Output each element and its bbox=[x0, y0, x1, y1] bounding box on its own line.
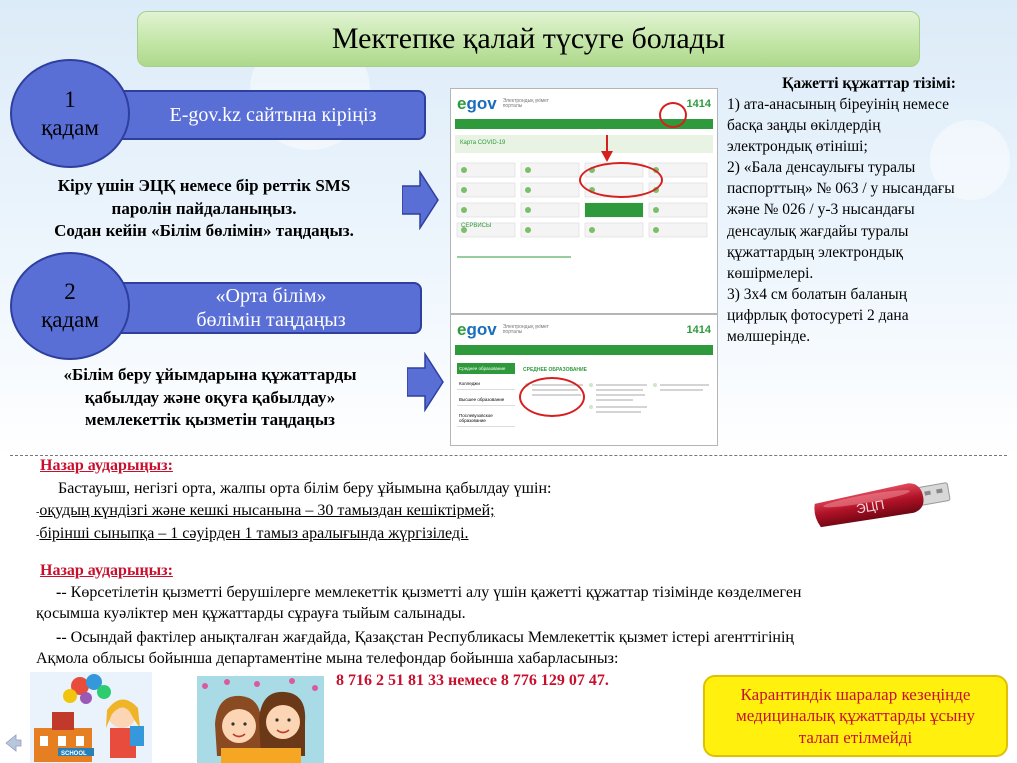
school-sign: SCHOOL bbox=[61, 751, 87, 757]
documents-line: 2) «Бала денсаулығы туралы bbox=[727, 159, 916, 177]
documents-line: 1) ата-анасының біреуінің немесе bbox=[727, 96, 949, 114]
highlight-circle bbox=[579, 162, 663, 198]
page-title bbox=[137, 11, 920, 67]
attention2-line: қосымша куәліктер мен құжаттарды сұрауға тыйым салынады. bbox=[36, 605, 466, 623]
schoolgirl-illustration bbox=[30, 672, 152, 763]
step2-instructions bbox=[10, 364, 410, 432]
arrow-right-icon bbox=[402, 170, 440, 230]
page-title-text: Мектепке қалай түсуге болады bbox=[331, 22, 726, 55]
attention1-intro: Бастауыш, негізгі орта, жалпы орта білім беру ұйымына қабылдау үшін: bbox=[58, 480, 552, 497]
attention1-bullet: -бірінші сыныпқа – 1 сәуірден 1 тамыз аралығында жүргізіледі. bbox=[36, 525, 469, 542]
documents-line: паспорттың» № 063 / у нысандағы bbox=[727, 180, 955, 198]
step1-label: E-gov.kz сайтына кіріңіз bbox=[169, 104, 377, 126]
highlight-circle bbox=[659, 102, 687, 128]
egov-education-screenshot bbox=[450, 314, 718, 446]
section-divider bbox=[10, 455, 1007, 456]
step1-circle bbox=[10, 59, 130, 168]
usb-label: ЭЦП bbox=[855, 496, 886, 517]
menu-item: Высшее образование bbox=[457, 394, 515, 406]
documents-line: құжаттардың электрондық bbox=[727, 243, 904, 261]
egov-phone: 1414 bbox=[686, 324, 711, 336]
step1-instructions bbox=[10, 175, 398, 243]
step2-instruction-line: «Білім беру ұйымдарына құжаттарды bbox=[63, 365, 357, 384]
step2-number: 2 bbox=[64, 279, 76, 305]
egov-logo: egov bbox=[457, 320, 497, 339]
menu-item: Колледжи bbox=[457, 378, 515, 390]
attention-heading-1: Назар аударыңыз: bbox=[40, 457, 173, 474]
step2-label-line1: «Орта білім» bbox=[215, 285, 327, 307]
menu-item: Среднее образование bbox=[457, 363, 515, 374]
step2-circle bbox=[10, 252, 130, 360]
step2-instruction-line: қабылдау және оқуға қабылдау» bbox=[84, 387, 336, 407]
documents-line: және № 026 / у-3 нысандағы bbox=[727, 201, 915, 219]
egov-header bbox=[451, 315, 717, 345]
egov-logo: egov bbox=[457, 94, 497, 113]
contact-phones: 8 716 2 51 81 33 немесе 8 776 129 07 47. bbox=[336, 672, 609, 689]
menu-item: Послевузовское образование bbox=[457, 410, 515, 427]
egov-side-menu bbox=[457, 363, 515, 427]
step1-instruction-line: Кіру үшін ЭЦҚ немесе бір реттік SMS bbox=[57, 176, 351, 195]
attention2-para1 bbox=[36, 582, 1011, 624]
step1-instruction-line: паролін пайдаланыңыз. bbox=[111, 198, 297, 218]
back-arrow-icon[interactable] bbox=[4, 733, 22, 753]
egov-banner: Карта COVID-19 bbox=[455, 135, 713, 153]
quarantine-notice-text: Карантиндік шаралар кезеңінде медициналық құжаттарды ұсыну талап етілмейді bbox=[735, 685, 976, 747]
usb-token-image bbox=[808, 470, 958, 540]
attention1-bullet-text: бірінші сыныпқа – 1 сәуірден 1 тамыз аралығында жүргізіледі. bbox=[39, 525, 469, 542]
documents-line: цифрлық фотосуреті 2 дана bbox=[727, 306, 909, 324]
documents-line: электрондық өтініші; bbox=[727, 138, 868, 156]
documents-line: мөлшерінде. bbox=[727, 327, 811, 345]
required-documents bbox=[727, 73, 1011, 347]
egov-tagline: Электрондық үкімет порталы bbox=[502, 97, 549, 109]
attention2-line: -- Осындай фактілер анықталған жағдайда, Қазақстан Республикасы Мемлекеттік қызмет істері агенттігінің bbox=[56, 629, 794, 646]
quarantine-notice bbox=[703, 675, 1008, 757]
documents-title: Қажетті құжаттар тізімі: bbox=[782, 75, 956, 92]
attention2-line: Ақмола облысы бойынша департаментіне мына телефондар бойынша хабарласыныз: bbox=[36, 650, 619, 668]
egov-phone: 1414 bbox=[686, 98, 711, 110]
documents-line: денсаулық жағдайы туралы bbox=[727, 222, 909, 240]
egov-section-heading: СРЕДНЕЕ ОБРАЗОВАНИЕ bbox=[523, 367, 587, 373]
step2-instruction-line: мемлекеттік қызметін таңдаңыз bbox=[85, 410, 335, 430]
egov-services-label: СЕРВИСЫ bbox=[461, 223, 492, 229]
step2-label-line2: бөлімін таңдаңыз bbox=[196, 309, 346, 331]
egov-tagline: Электрондық үкімет порталы bbox=[502, 323, 549, 335]
arrow-right-icon bbox=[407, 352, 445, 412]
egov-homepage-screenshot bbox=[450, 88, 718, 314]
red-arrow-icon bbox=[599, 135, 615, 163]
step1-instruction-line: Содан кейін «Білім бөлімін» таңдаңыз. bbox=[54, 221, 354, 241]
documents-line: 3) 3х4 см болатын баланың bbox=[727, 285, 907, 303]
documents-line: басқа заңды өкілдердің bbox=[727, 117, 881, 135]
attention1-bullet: -оқудың күндізгі және кешкі нысанына – 30 тамыздан кешіктірмей; bbox=[36, 502, 495, 519]
attention-heading-2: Назар аударыңыз: bbox=[40, 562, 173, 579]
attention2-para2 bbox=[36, 627, 1011, 669]
attention2-line: -- Көрсетілетін қызметті берушілерге мемлекеттік қызметті алу үшін қажетті құжаттар тізімінде көзделмеген bbox=[56, 584, 802, 601]
attention1-bullet-text: оқудың күндізгі және кешкі нысанына – 30 тамыздан кешіктірмей; bbox=[39, 502, 495, 519]
step2-word: қадам bbox=[41, 307, 99, 332]
step1-word: қадам bbox=[41, 114, 99, 140]
highlight-circle bbox=[519, 377, 585, 417]
documents-line: көшірмелері. bbox=[727, 264, 814, 282]
step1-number: 1 bbox=[64, 86, 76, 112]
children-illustration bbox=[197, 676, 324, 763]
egov-nav-bar bbox=[455, 345, 713, 355]
